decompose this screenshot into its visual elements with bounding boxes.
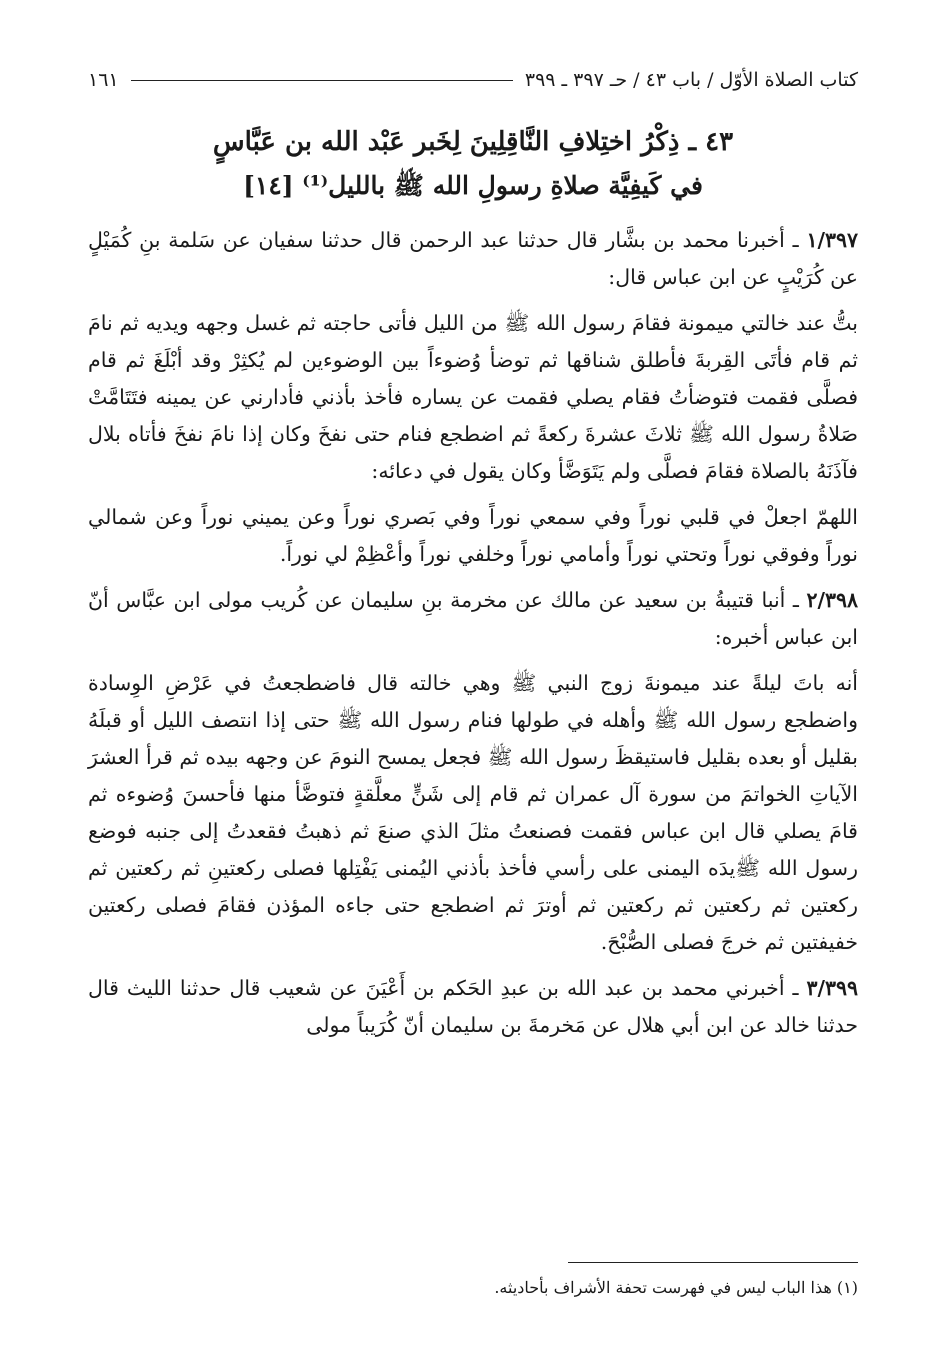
running-head-rule (131, 80, 513, 81)
hadith-398-isnad (88, 582, 858, 656)
hadith-isnad-text: ـ أخبرني محمد بن عبد الله بن عبدِ الحَكم بن أَعْيَنَ عن شعيب قال حدثنا الليث قال حدثنا خالد عن ابن أبي هلال عن مَخرمةَ بن سليمان أنّ كُرَيباً مولى (88, 976, 858, 1037)
chapter-heading (88, 120, 858, 208)
running-head (88, 60, 858, 100)
hadith-isnad-text: ـ أخبرنا محمد بن بشَّار قال حدثنا عبد الرحمن قال حدثنا سفيان عن سَلمة بنِ كُمَيْلٍ عن كُرَيْبٍ عن ابن عباس قال: (88, 228, 858, 289)
hadith-isnad-text: ـ أنبا قتيبةُ بن سعيد عن مالك عن مخرمة بنِ سليمان عن كُريب مولى ابن عبَّاس أنّ ابن عباس أخبره: (88, 588, 858, 649)
hadith-397-isnad (88, 222, 858, 296)
hadith-number: ١/٣٩٧ (806, 228, 858, 252)
chapter-heading-line-2: في كَيفِيَّة صلاةِ رسولِ الله ﷺ بالليل⁽¹⁾ [١٤] (243, 171, 703, 200)
footnote-rule (568, 1262, 858, 1263)
hadith-397-dua: اللهمّ اجعلْ في قلبي نوراً وفي سمعي نوراً وفي بَصري نوراً وعن يميني نوراً وعن شمالي نوراً وفوقي نوراً وتحتي نوراً وأمامي نوراً وخلفي نوراً وأعْظِمْ لي نوراً. (88, 505, 858, 566)
hadith-number: ٣/٣٩٩ (806, 976, 858, 1000)
hadith-399-isnad (88, 970, 858, 1044)
page-number: ١٦١ (88, 69, 119, 91)
footnote: (١) هذا الباب ليس في فهرست تحفة الأشراف بأحاديثه. (494, 1278, 858, 1297)
chapter-heading-line-1: ٤٣ ـ ذِكْرُ اختِلافِ النَّاقِلِينَ لِخَبر عَبْد الله بن عَبَّاسٍ (212, 127, 734, 157)
hadith-number: ٢/٣٩٨ (806, 588, 858, 612)
hadith-398-matn: أنه باتَ ليلةً عند ميمونةَ زوج النبي ﷺ وهي خالته قال فاضطجعتُ في عَرْضِ الوِسادة واضطجع رسول الله ﷺ وأهله في طولها فنام رسول الله ﷺ حتى إذا انتصف الليل أو قبلَهُ بقليل أو بعده بقليل فاستيقظَ رسول الله ﷺ فجعل يمسح النومَ عن وجهه بيده ثم قرأ العشرَ الآياتِ الخواتمَ من سورة آل عمران ثم قام إلى شَنٍّ معلَّقةٍ فتوضَّأ منها فأحسنَ وُضوءه ثم قامَ يصلي قال ابن عباس فقمت فصنعتُ مثلَ الذي صنعَ ثم ذهبتُ فقعدتُ إلى جنبه فوضع رسول الله ﷺيدَه اليمنى على رأسي فأخذ بأذني اليُمنى يَفْتِلها فصلى ركعتينِ ثم ركعتين ثم ركعتين ثم ركعتين ثم ركعتين ثم أوترَ ثم اضطجع حتى جاءه المؤذن فقامَ فصلى ركعتين خفيفتين ثم خرجَ فصلى الصُّبْحَ. (88, 671, 858, 954)
running-head-title: كتاب الصلاة الأوّل / باب ٤٣ / حـ ٣٩٧ ـ ٣٩٩ (524, 69, 858, 91)
hadith-397-matn: بتُّ عند خالتي ميمونة فقامَ رسول الله ﷺ من الليل فأتى حاجته ثم غسل وجهه ويديه ثم نامَ ثم قام فأتَى القِربةَ فأطلق شناقها ثم توضأ وُضوءاً بين الوضوءين لم يُكثِرْ وقد أبْلَغَ ثم قام فصلَّى فقمت فتوضأتُ فقام يصلي فقمت عن يساره فأخذ بأذني فأدارني عن يمينه فتَتَامَّتْ صَلاةُ رسول الله ﷺ ثلاثَ عشرةَ ركعةً ثم اضطجع فنام حتى نفخَ وكان إذا نامَ نفخَ فأتاه بلال فآذَنَهُ بالصلاة فقامَ فصلَّى ولم يَتَوَضَّأ وكان يقول في دعائه: (88, 311, 859, 483)
main-text (88, 222, 858, 1053)
